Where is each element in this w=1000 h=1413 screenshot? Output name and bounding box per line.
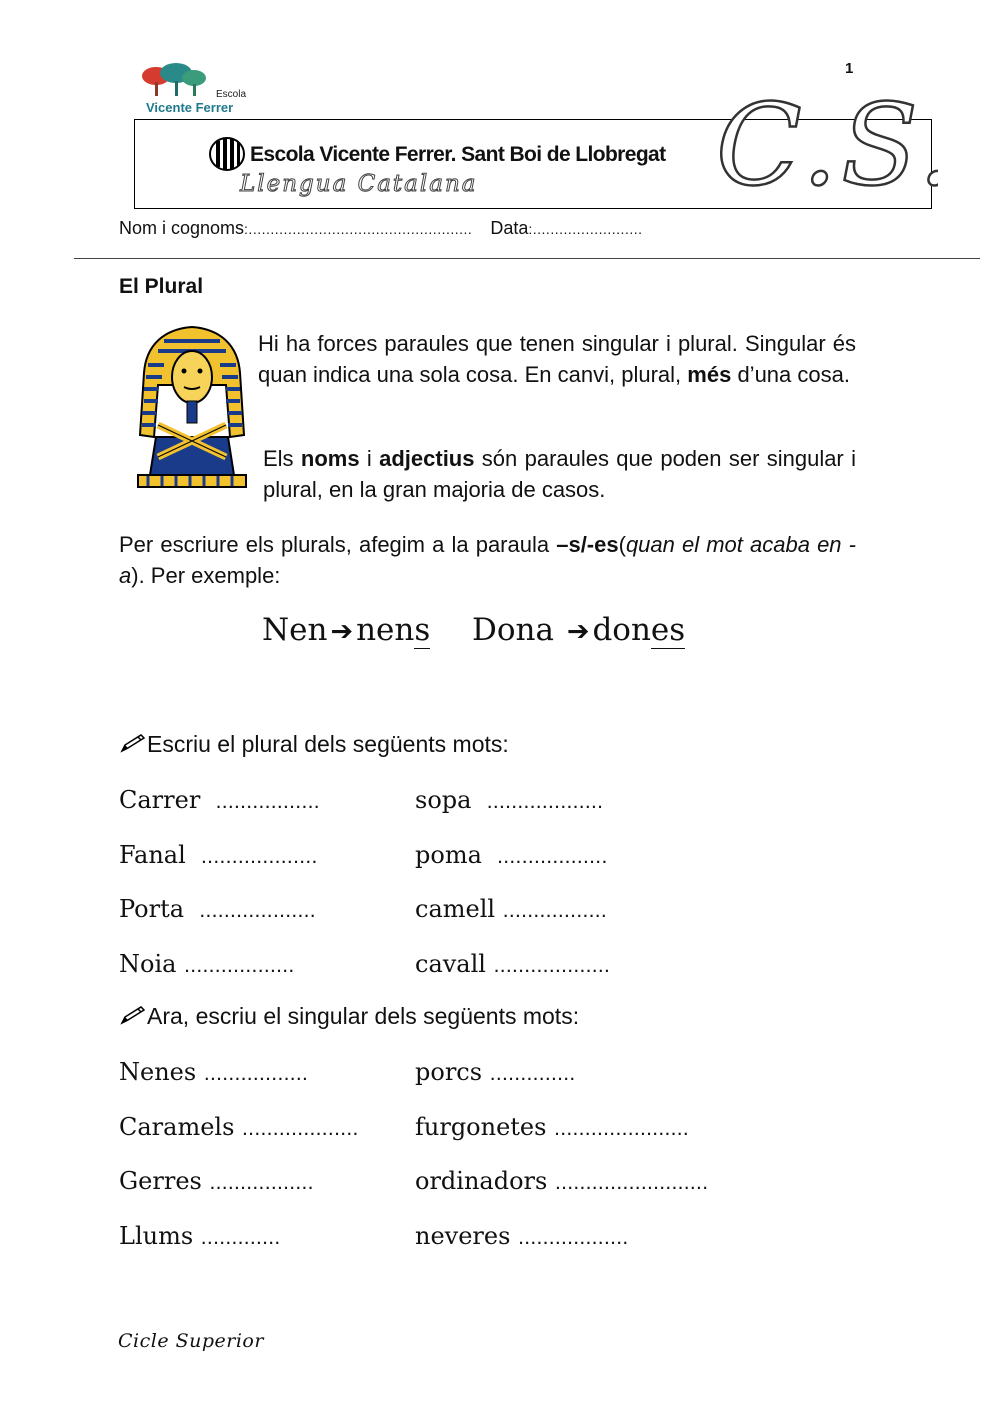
intro-paragraph-1 (258, 328, 856, 390)
exercise-1-instruction-text: Escriu el plural dels següents mots: (147, 731, 509, 757)
logo-escola-text: Escola (216, 89, 247, 100)
example-word-2: Dona (471, 612, 554, 648)
pharaoh-illustration-icon (134, 325, 250, 491)
exercise-2-instruction (119, 1003, 579, 1030)
exercise-2-row-2-left (119, 1113, 359, 1141)
section-title: El Plural (119, 275, 204, 298)
word: Nenes (119, 1058, 197, 1086)
cycle-mark-text: C.S. (716, 81, 938, 211)
exercise-1-row-2-right (415, 841, 608, 869)
intro-p2-bold-adjectius: adjectius (379, 446, 475, 471)
word: cavall (415, 950, 486, 978)
exercise-2-instruction-text: Ara, escriu el singular dels següents mots: (147, 1003, 580, 1029)
example-plural-1-suffix: s (414, 612, 431, 648)
example-word-1: Nen (262, 612, 328, 648)
student-info-row (119, 218, 643, 239)
answer-blank[interactable]: ...................... (554, 1117, 690, 1140)
name-field[interactable]: :................................................... (244, 221, 473, 237)
intro-p2-bold-noms: noms (300, 446, 360, 471)
cycle-mark (708, 72, 938, 222)
word: poma (415, 841, 482, 869)
word: ordinadors (415, 1167, 548, 1195)
exercise-2-row-4-left (119, 1222, 281, 1250)
exercise-2-row-2-right (415, 1113, 689, 1141)
intro-p2-text-b: i (359, 446, 380, 471)
word: neveres (415, 1222, 511, 1250)
school-logo (138, 62, 258, 118)
answer-blank[interactable]: .................. (518, 1226, 629, 1249)
exercise-1-row-2-left (119, 841, 318, 869)
pencil-icon (119, 732, 147, 754)
answer-blank[interactable]: ................... (199, 899, 316, 922)
exercise-1-row-3-left (119, 895, 316, 923)
intro-p3-bold-suffix: –s/-es (556, 532, 619, 557)
intro-p1-bold: més (687, 362, 732, 387)
intro-p3-italic: quan el mot acaba en -a (119, 532, 856, 588)
intro-p1-text-b: d’una cosa. (731, 362, 850, 387)
exercise-2-row-1-right (415, 1058, 576, 1086)
exercise-2-row-1-left (119, 1058, 308, 1086)
intro-paragraph-3 (119, 529, 856, 591)
word: Caramels (119, 1113, 235, 1141)
footer-cycle: Cicle Superior (118, 1330, 264, 1352)
intro-p1-text-a: Hi ha forces paraules que tenen singular i plural. Singular és quan indica una sola cosa. En canvi, plural, (258, 331, 856, 387)
example-plural-2-stem: don (592, 612, 651, 648)
answer-blank[interactable]: .................. (184, 954, 295, 977)
subject-title: Llengua Catalana (240, 171, 478, 197)
intro-paragraph-2 (263, 443, 856, 505)
intro-p2-text-a: Els (263, 446, 301, 471)
answer-blank[interactable]: ................... (493, 954, 611, 977)
answer-blank[interactable]: .............. (489, 1062, 576, 1085)
exercise-2-row-3-left (119, 1167, 314, 1195)
page-number: 1 (845, 60, 854, 77)
answer-blank[interactable]: ................... (486, 790, 604, 813)
word: sopa (415, 786, 472, 814)
intro-p3-text-b: ( (618, 532, 626, 557)
word: porcs (415, 1058, 483, 1086)
answer-blank[interactable]: ......................... (554, 1171, 709, 1194)
word: Llums (119, 1222, 194, 1250)
word: Fanal (119, 841, 186, 869)
word: Gerres (119, 1167, 202, 1195)
answer-blank[interactable]: ................... (201, 845, 318, 868)
answer-blank[interactable]: .................. (497, 845, 608, 868)
name-label: Nom i cognoms (119, 218, 245, 238)
word: furgonetes (415, 1113, 547, 1141)
word: camell (415, 895, 496, 923)
word: Porta (119, 895, 185, 923)
answer-blank[interactable]: ................. (215, 790, 320, 813)
answer-blank[interactable]: ................. (502, 899, 607, 922)
exercise-2-row-3-right (415, 1167, 708, 1195)
exercise-1-row-3-right (415, 895, 607, 923)
header-divider (74, 258, 980, 259)
tree-logo-icon (138, 62, 218, 98)
arrow-right-icon: ➔ (330, 616, 354, 647)
answer-blank[interactable]: ................... (242, 1117, 359, 1140)
answer-blank[interactable]: ................. (203, 1062, 309, 1085)
exercise-1-row-4-left (119, 950, 295, 978)
catalan-shield-icon (208, 136, 246, 172)
arrow-right-icon: ➔ (566, 616, 590, 647)
date-label: Data (490, 218, 529, 238)
answer-blank[interactable]: ............. (200, 1226, 281, 1249)
logo-school-name: Vicente Ferrer (146, 100, 234, 115)
example-plural-1-stem: nen (356, 612, 415, 648)
exercise-1-row-4-right (415, 950, 610, 978)
intro-p3-text-c: ). Per exemple: (131, 563, 281, 588)
exercise-1-instruction (119, 731, 509, 758)
exercise-2-row-4-right (415, 1222, 628, 1250)
school-title: Escola Vicente Ferrer. Sant Boi de Llobregat (250, 143, 666, 166)
date-field[interactable]: :......................... (528, 221, 643, 237)
exercise-1-row-1-left (119, 786, 320, 814)
answer-blank[interactable]: ................. (209, 1171, 314, 1194)
word: Noia (119, 950, 177, 978)
example-plural-2-suffix: es (650, 612, 686, 648)
pencil-icon (119, 1004, 147, 1026)
word: Carrer (119, 786, 201, 814)
intro-p2-text-c: són paraules que poden ser singular i plural, en la gran majoria de casos. (263, 446, 856, 502)
exercise-1-row-1-right (415, 786, 603, 814)
intro-p3-text-a: Per escriure els plurals, afegim a la paraula (119, 532, 557, 557)
plural-example (262, 612, 685, 648)
